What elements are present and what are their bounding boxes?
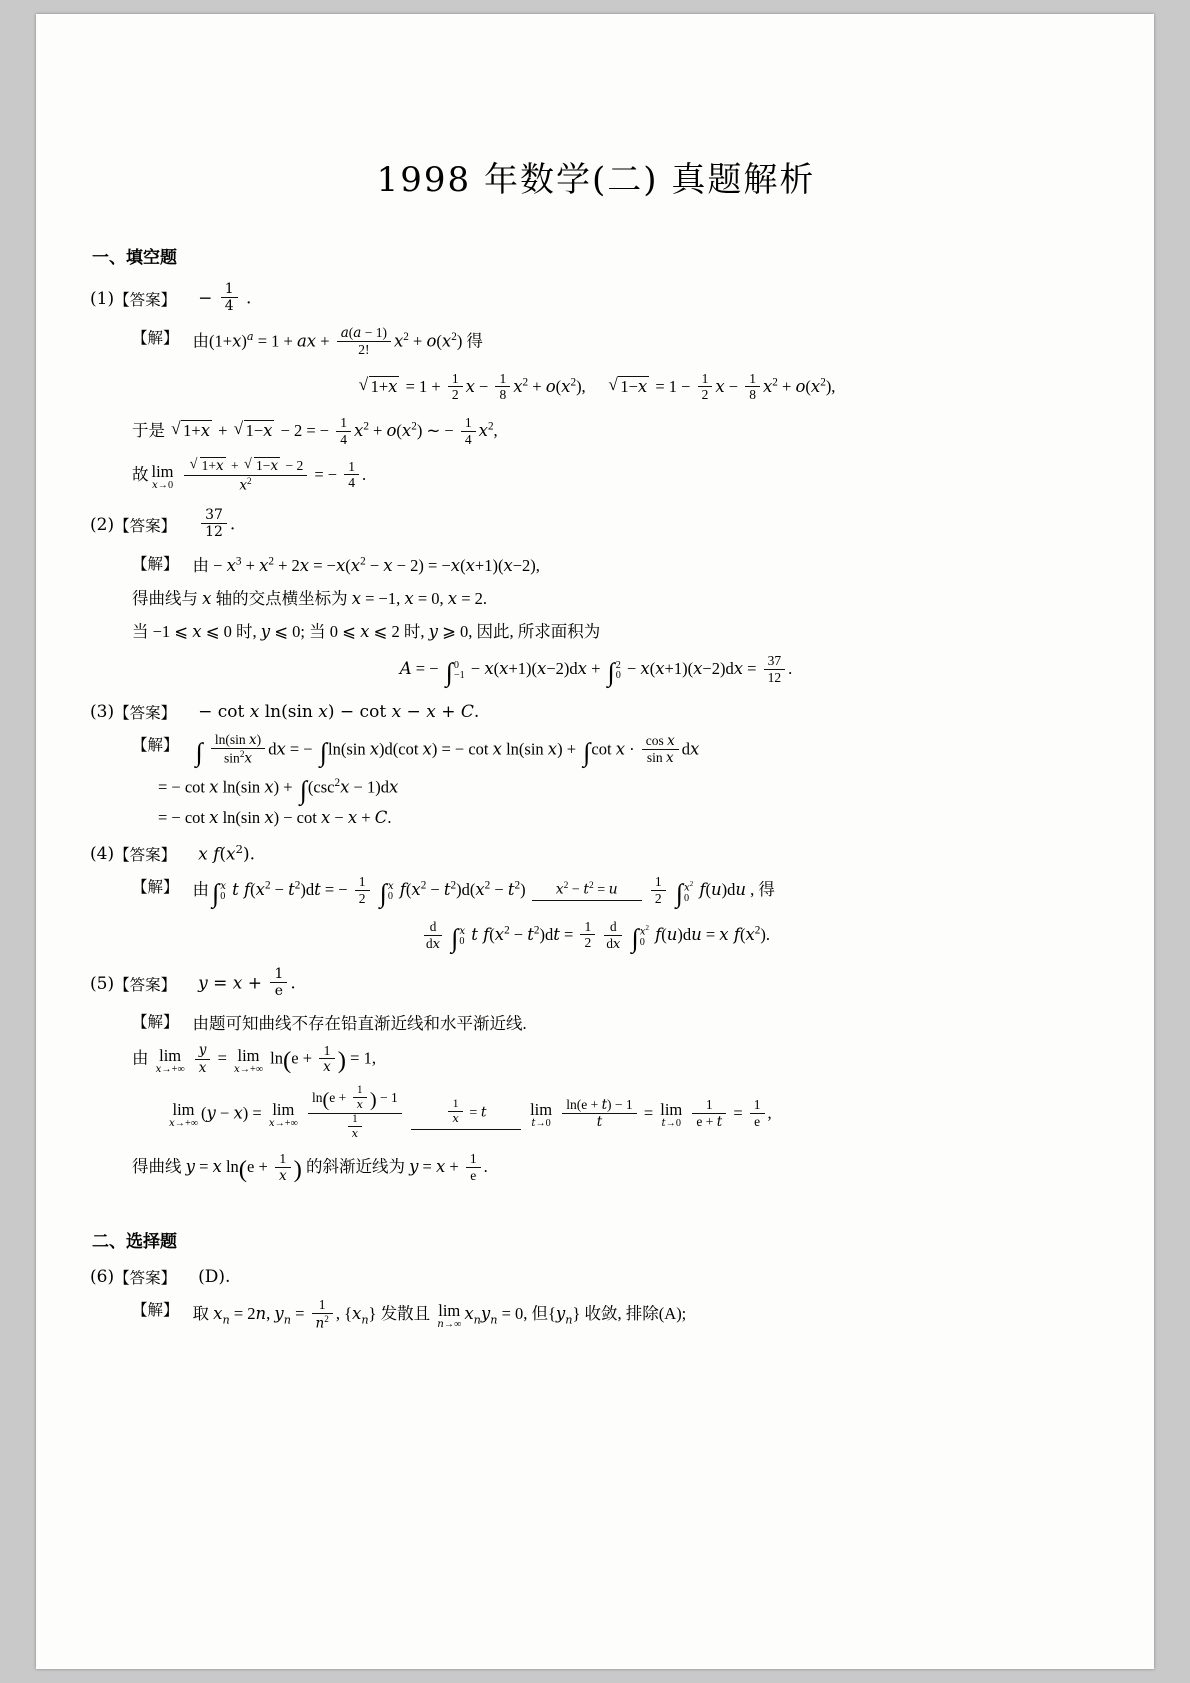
solution-2 <box>132 552 1106 576</box>
solution-label-3: 【解】 <box>132 735 179 754</box>
section-heading-choice: 二、选择题 <box>92 1232 177 1253</box>
solution-3-line-3: = − cot x ln(sin x) − cot x − x + C. <box>158 808 392 828</box>
solution-6-line-1: 取 $x_n = 2n$, $y_n$ = $\frac{1}{n^2}$ , $\{x_n\}$ 发散且 lim n→∞ $x_ny_n = 0$, 但$\{y_n\}$ 收敛, 排除(A); <box>192 1297 687 1332</box>
solution-5-line-2: 由 lim x→+∞ $\frac{y}{x}$ = lim x→+∞ ln(e + $\frac{1}{x}$ ) = 1, <box>132 1042 376 1076</box>
answer-line-1 <box>90 282 1106 316</box>
answer-value-2: $\frac{37}{12}$ . <box>198 508 235 542</box>
solution-6 <box>132 1298 1106 1332</box>
solution-4-line-1: 由 ∫x 0 t $f(x^2 - t^2)dt$ = − $\frac{1}{2}$ ∫x 0 $f(x^2 - t^2)d(x^2 - t^2)$ $x^2 - t^2 = u$ $\frac{1}{2}$ $\int x^2$ 0 f(u)du , 得 <box>192 874 775 908</box>
answer-value-5: y = x + $\frac{1}{e}$ . <box>198 965 296 999</box>
answer-label-6: 【答案】 <box>114 1269 177 1288</box>
item-number-4: (4) <box>90 843 115 864</box>
solution-5-line-3: lim x→+∞ (y − x) = lim x→+∞ ln(e + $\frac{1}{x}$ ) − 1 $\frac{1}{x}$ $\frac{1}{x}$ = t lim t→0 $\frac{\ln(e + t) - 1}{t}$ = lim t→0 $\frac{1}{e + t}$ = $\frac{1}{e}$ , <box>166 1086 1106 1143</box>
solution-label-1: 【解】 <box>132 328 179 347</box>
answer-value-3: − cot x ln(sin x) − cot x − x + C. <box>198 701 480 722</box>
item-number-1: (1) <box>90 288 115 309</box>
answer-label-3: 【答案】 <box>114 703 177 722</box>
document-page <box>36 14 1154 1669</box>
solution-2-line-2: 得曲线与 x 轴的交点横坐标为 x = −1, x = 0, x = 2. <box>132 589 487 609</box>
solution-3 <box>132 733 1106 768</box>
answer-line-5 <box>90 967 1106 1001</box>
solution-5-line-1: 由题可知曲线不存在铅直渐近线和水平渐近线. <box>192 1014 527 1034</box>
answer-line-6 <box>90 1266 1106 1288</box>
solution-1-line-4: 故 lim x→0 √ $\frac{1+x + √ 1-x - 2}{x^2}$ = − $\frac{1}{4}$ . <box>132 458 1106 494</box>
document-body <box>86 54 1106 1336</box>
solution-label-4: 【解】 <box>132 878 179 897</box>
solution-label-6: 【解】 <box>132 1301 179 1320</box>
answer-line-3 <box>90 701 1106 723</box>
item-number-6: (6) <box>90 1267 115 1288</box>
solution-3-line-2: = − cot x ln(sin $x) + \int(\csc^2x - 1)dx$ <box>158 775 399 806</box>
answer-value-6: (D). <box>198 1267 231 1288</box>
answer-label-1: 【答案】 <box>114 290 177 309</box>
page-title: 1998 年数学(二) 真题解析 <box>376 160 816 200</box>
solution-2-line-1: 由 − $x^3 + x^2 + 2x = -x(x^2 - x - 2) = -x(x+1)(x-2)$, <box>192 555 540 576</box>
section-heading-fill: 一、填空题 <box>92 248 177 268</box>
solution-2-line-3: 当 −1 ⩽ x ⩽ 0 时, y ⩽ 0; 当 0 ⩽ x ⩽ 2 时, y ⩾ 0, 因此, 所求面积为 <box>132 622 601 642</box>
item-number-3: (3) <box>90 701 115 722</box>
solution-5 <box>132 1010 1106 1034</box>
solution-4-line-2: $\frac{d}{dx}$ ∫x 0 t $f(x^2 - t^2)dt$ = $\frac{1}{2}$ $\frac{d}{dx}$ $\int x^2$ 0 f(u)du = x $f(x^2)$. <box>425 918 770 953</box>
solution-text-1-line-1: 由$(1+x)^a = 1$ + ax + $\frac{a(a - 1)}{2!}$ $x^2 + o(x^2)$ 得 <box>192 324 483 358</box>
answer-value-1: − $\frac{1}{4}$ . <box>198 281 252 315</box>
answer-label-2: 【答案】 <box>114 517 177 536</box>
answer-line-2 <box>90 508 1106 542</box>
solution-2-line-4: A = − ∫0 −1 − x(x+1)(x−2)dx + ∫2 0 − x(x+1)(x−2)dx = $\frac{37}{12}$ . <box>399 653 793 687</box>
solution-4 <box>132 875 1106 908</box>
solution-1 <box>132 326 1106 360</box>
answer-label-5: 【答案】 <box>114 975 177 994</box>
solution-label-2: 【解】 <box>132 555 179 574</box>
solution-5-line-4: 得曲线 y = x ln(e + $\frac{1}{x}$ ) 的斜渐近线为 y = x + $\frac{1}{e}$ . <box>132 1151 488 1184</box>
solution-label-5: 【解】 <box>132 1013 179 1032</box>
solution-1-line-3: 于是 √ 1+x + √ 1−x − 2 = − $\frac{1}{4}$ $x^2 + o(x^2)$ ∼ − $\frac{1}{4}$ $x^2$, <box>132 416 1106 449</box>
answer-label-4: 【答案】 <box>114 845 177 864</box>
item-number-5: (5) <box>90 973 115 994</box>
solution-3-line-1: ∫ $\frac{\text{ln(sin x)}}{\sin^2x}$ dx = − ∫ln(sin x)d(cot x) = − cot x ln(sin x) + ∫cot x · $\frac{\text{cos x}}{\text{sin x}}$ dx <box>195 731 700 767</box>
solution-1-line-2: √ 1+x = 1 + $\frac{1}{2}$ x − $\frac{1}{8}$ $x^2 + o(x^2)$, √ 1−x = 1 − $\frac{1}{2}$ x − $\frac{1}{8}$ $x^2 + o(x^2)$, <box>86 372 1106 405</box>
answer-line-4 <box>90 842 1106 865</box>
item-number-2: (2) <box>90 515 115 536</box>
answer-value-4: x $f(x^2)$. <box>198 842 256 866</box>
